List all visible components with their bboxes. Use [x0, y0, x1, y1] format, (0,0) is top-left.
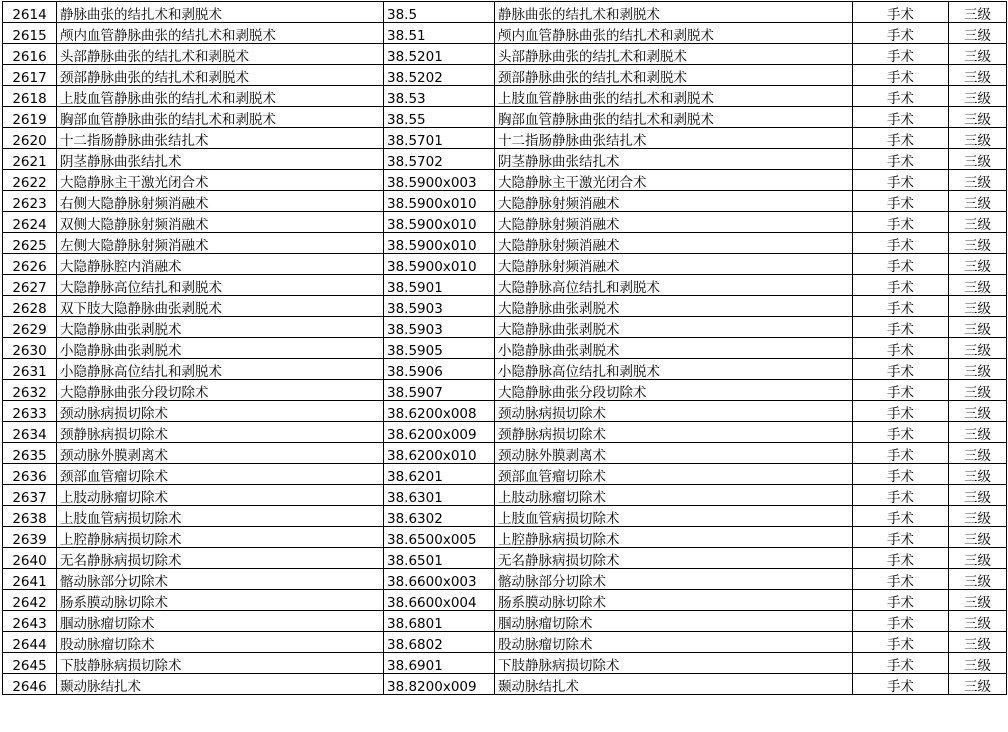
standard-name-cell[interactable]: 髂动脉部分切除术: [495, 569, 853, 590]
procedure-name-cell[interactable]: 颈静脉病损切除术: [57, 422, 384, 443]
table-row: [3, 23, 1007, 44]
standard-name-cell[interactable]: 大隐静脉曲张剥脱术: [495, 296, 853, 317]
procedure-name-cell[interactable]: 双下肢大隐静脉曲张剥脱术: [57, 296, 384, 317]
row-number-cell[interactable]: 2633: [3, 401, 57, 422]
table-row: [3, 170, 1007, 191]
table-row: [3, 275, 1007, 296]
table-row: [3, 422, 1007, 443]
procedure-type-cell[interactable]: 手术: [853, 275, 949, 296]
standard-name-cell[interactable]: 小隐静脉高位结扎和剥脱术: [495, 359, 853, 380]
procedure-type-cell[interactable]: 手术: [853, 590, 949, 611]
standard-name-cell[interactable]: 大隐静脉高位结扎和剥脱术: [495, 275, 853, 296]
procedure-name-cell[interactable]: 小隐静脉高位结扎和剥脱术: [57, 359, 384, 380]
procedure-name-cell[interactable]: 腘动脉瘤切除术: [57, 611, 384, 632]
row-number-cell[interactable]: 2629: [3, 317, 57, 338]
procedure-name-cell[interactable]: 大隐静脉曲张分段切除术: [57, 380, 384, 401]
surgery-level-cell[interactable]: 三级: [949, 359, 1007, 380]
procedure-type-cell[interactable]: 手术: [853, 254, 949, 275]
procedure-code-cell[interactable]: 38.53: [384, 86, 495, 107]
standard-name-cell[interactable]: 上肢血管病损切除术: [495, 506, 853, 527]
procedure-name-cell[interactable]: 上肢血管静脉曲张的结扎术和剥脱术: [57, 86, 384, 107]
table-row: [3, 44, 1007, 65]
row-number-cell[interactable]: 2644: [3, 632, 57, 653]
procedure-type-cell[interactable]: 手术: [853, 2, 949, 23]
surgery-level-cell[interactable]: 三级: [949, 443, 1007, 464]
standard-name-cell[interactable]: 小隐静脉曲张剥脱术: [495, 338, 853, 359]
procedure-code-cell[interactable]: 38.5903: [384, 317, 495, 338]
table-row: [3, 506, 1007, 527]
standard-name-cell[interactable]: 阴茎静脉曲张结扎术: [495, 149, 853, 170]
surgery-level-cell[interactable]: 三级: [949, 275, 1007, 296]
procedure-code-cell[interactable]: 38.6801: [384, 611, 495, 632]
surgery-level-cell[interactable]: 三级: [949, 569, 1007, 590]
surgery-level-cell[interactable]: 三级: [949, 611, 1007, 632]
standard-name-cell[interactable]: 上肢血管静脉曲张的结扎术和剥脱术: [495, 86, 853, 107]
table-row: [3, 86, 1007, 107]
procedure-name-cell[interactable]: 右侧大隐静脉射频消融术: [57, 191, 384, 212]
procedure-code-cell[interactable]: 38.55: [384, 107, 495, 128]
surgery-level-cell[interactable]: 三级: [949, 233, 1007, 254]
procedure-name-cell[interactable]: 阴茎静脉曲张结扎术: [57, 149, 384, 170]
procedure-type-cell[interactable]: 手术: [853, 128, 949, 149]
procedure-table: [2, 1, 1007, 695]
table-row: [3, 527, 1007, 548]
standard-name-cell[interactable]: 上腔静脉病损切除术: [495, 527, 853, 548]
surgery-level-cell[interactable]: 三级: [949, 86, 1007, 107]
row-number-cell[interactable]: 2637: [3, 485, 57, 506]
procedure-type-cell[interactable]: 手术: [853, 170, 949, 191]
table-row: [3, 107, 1007, 128]
table-row: [3, 443, 1007, 464]
surgery-level-cell[interactable]: 三级: [949, 527, 1007, 548]
table-row: [3, 464, 1007, 485]
surgery-level-cell[interactable]: 三级: [949, 2, 1007, 23]
procedure-type-cell[interactable]: 手术: [853, 212, 949, 233]
standard-name-cell[interactable]: 胸部血管静脉曲张的结扎术和剥脱术: [495, 107, 853, 128]
procedure-name-cell[interactable]: 颞动脉结扎术: [57, 674, 384, 695]
row-number-cell[interactable]: 2626: [3, 254, 57, 275]
surgery-level-cell[interactable]: 三级: [949, 632, 1007, 653]
procedure-type-cell[interactable]: 手术: [853, 338, 949, 359]
procedure-type-cell[interactable]: 手术: [853, 296, 949, 317]
row-number-cell[interactable]: 2616: [3, 44, 57, 65]
procedure-code-cell[interactable]: 38.6600x003: [384, 569, 495, 590]
procedure-name-cell[interactable]: 左侧大隐静脉射频消融术: [57, 233, 384, 254]
table-row: [3, 317, 1007, 338]
procedure-code-cell[interactable]: 38.5900x003: [384, 170, 495, 191]
procedure-code-cell[interactable]: 38.6600x004: [384, 590, 495, 611]
surgery-level-cell[interactable]: 三级: [949, 170, 1007, 191]
standard-name-cell[interactable]: 腘动脉瘤切除术: [495, 611, 853, 632]
row-number-cell[interactable]: 2619: [3, 107, 57, 128]
surgery-level-cell[interactable]: 三级: [949, 128, 1007, 149]
table-row: [3, 2, 1007, 23]
procedure-code-cell[interactable]: 38.6201: [384, 464, 495, 485]
surgery-level-cell[interactable]: 三级: [949, 674, 1007, 695]
procedure-code-cell[interactable]: 38.5900x010: [384, 254, 495, 275]
surgery-level-cell[interactable]: 三级: [949, 296, 1007, 317]
procedure-code-cell[interactable]: 38.6200x008: [384, 401, 495, 422]
procedure-type-cell[interactable]: 手术: [853, 23, 949, 44]
procedure-type-cell[interactable]: 手术: [853, 569, 949, 590]
standard-name-cell[interactable]: 肠系膜动脉切除术: [495, 590, 853, 611]
procedure-code-cell[interactable]: 38.6500x005: [384, 527, 495, 548]
procedure-type-cell[interactable]: 手术: [853, 149, 949, 170]
standard-name-cell[interactable]: 上肢动脉瘤切除术: [495, 485, 853, 506]
procedure-code-cell[interactable]: 38.5900x010: [384, 233, 495, 254]
procedure-type-cell[interactable]: 手术: [853, 422, 949, 443]
procedure-code-cell[interactable]: 38.5702: [384, 149, 495, 170]
procedure-code-cell[interactable]: 38.5901: [384, 275, 495, 296]
surgery-level-cell[interactable]: 三级: [949, 380, 1007, 401]
table-row: [3, 296, 1007, 317]
procedure-name-cell[interactable]: 大隐静脉主干激光闭合术: [57, 170, 384, 191]
row-number-cell[interactable]: 2639: [3, 527, 57, 548]
procedure-name-cell[interactable]: 髂动脉部分切除术: [57, 569, 384, 590]
surgery-level-cell[interactable]: 三级: [949, 23, 1007, 44]
procedure-code-cell[interactable]: 38.8200x009: [384, 674, 495, 695]
procedure-code-cell[interactable]: 38.5701: [384, 128, 495, 149]
standard-name-cell[interactable]: 头部静脉曲张的结扎术和剥脱术: [495, 44, 853, 65]
procedure-code-cell[interactable]: 38.6200x009: [384, 422, 495, 443]
procedure-type-cell[interactable]: 手术: [853, 233, 949, 254]
procedure-type-cell[interactable]: 手术: [853, 86, 949, 107]
table-row: [3, 233, 1007, 254]
procedure-type-cell[interactable]: 手术: [853, 44, 949, 65]
table-row: [3, 212, 1007, 233]
standard-name-cell[interactable]: 颈动脉病损切除术: [495, 401, 853, 422]
surgery-level-cell[interactable]: 三级: [949, 548, 1007, 569]
procedure-name-cell[interactable]: 颅内血管静脉曲张的结扎术和剥脱术: [57, 23, 384, 44]
procedure-name-cell[interactable]: 上肢血管病损切除术: [57, 506, 384, 527]
row-number-cell[interactable]: 2622: [3, 170, 57, 191]
row-number-cell[interactable]: 2615: [3, 23, 57, 44]
procedure-code-cell[interactable]: 38.6302: [384, 506, 495, 527]
procedure-name-cell[interactable]: 大隐静脉高位结扎和剥脱术: [57, 275, 384, 296]
procedure-name-cell[interactable]: 静脉曲张的结扎术和剥脱术: [57, 2, 384, 23]
procedure-name-cell[interactable]: 颈动脉外膜剥离术: [57, 443, 384, 464]
table-row: [3, 128, 1007, 149]
procedure-type-cell[interactable]: 手术: [853, 317, 949, 338]
table-row: [3, 254, 1007, 275]
row-number-cell[interactable]: 2642: [3, 590, 57, 611]
table-body: [3, 2, 1007, 695]
row-number-cell[interactable]: 2627: [3, 275, 57, 296]
procedure-type-cell[interactable]: 手术: [853, 548, 949, 569]
procedure-type-cell[interactable]: 手术: [853, 359, 949, 380]
table-row: [3, 149, 1007, 170]
procedure-type-cell[interactable]: 手术: [853, 632, 949, 653]
row-number-cell[interactable]: 2628: [3, 296, 57, 317]
standard-name-cell[interactable]: 大隐静脉主干激光闭合术: [495, 170, 853, 191]
procedure-type-cell[interactable]: 手术: [853, 674, 949, 695]
surgery-level-cell[interactable]: 三级: [949, 485, 1007, 506]
procedure-name-cell[interactable]: 上肢动脉瘤切除术: [57, 485, 384, 506]
procedure-code-cell[interactable]: 38.5: [384, 2, 495, 23]
table-row: [3, 548, 1007, 569]
procedure-name-cell[interactable]: 颈部静脉曲张的结扎术和剥脱术: [57, 65, 384, 86]
table-row: [3, 674, 1007, 695]
procedure-code-cell[interactable]: 38.6501: [384, 548, 495, 569]
surgery-level-cell[interactable]: 三级: [949, 149, 1007, 170]
procedure-code-cell[interactable]: 38.5202: [384, 65, 495, 86]
procedure-type-cell[interactable]: 手术: [853, 380, 949, 401]
row-number-cell[interactable]: 2617: [3, 65, 57, 86]
surgery-level-cell[interactable]: 三级: [949, 317, 1007, 338]
standard-name-cell[interactable]: 下肢静脉病损切除术: [495, 653, 853, 674]
procedure-name-cell[interactable]: 大隐静脉曲张剥脱术: [57, 317, 384, 338]
procedure-code-cell[interactable]: 38.5900x010: [384, 191, 495, 212]
surgery-level-cell[interactable]: 三级: [949, 506, 1007, 527]
procedure-code-cell[interactable]: 38.5905: [384, 338, 495, 359]
row-number-cell[interactable]: 2618: [3, 86, 57, 107]
procedure-code-cell[interactable]: 38.5201: [384, 44, 495, 65]
procedure-code-cell[interactable]: 38.6901: [384, 653, 495, 674]
table-row: [3, 632, 1007, 653]
surgery-level-cell[interactable]: 三级: [949, 338, 1007, 359]
procedure-name-cell[interactable]: 股动脉瘤切除术: [57, 632, 384, 653]
row-number-cell[interactable]: 2614: [3, 2, 57, 23]
standard-name-cell[interactable]: 颈静脉病损切除术: [495, 422, 853, 443]
procedure-code-cell[interactable]: 38.6301: [384, 485, 495, 506]
procedure-code-cell[interactable]: 38.6200x010: [384, 443, 495, 464]
row-number-cell[interactable]: 2625: [3, 233, 57, 254]
surgery-level-cell[interactable]: 三级: [949, 401, 1007, 422]
standard-name-cell[interactable]: 无名静脉病损切除术: [495, 548, 853, 569]
standard-name-cell[interactable]: 大隐静脉射频消融术: [495, 254, 853, 275]
standard-name-cell[interactable]: 颈部血管瘤切除术: [495, 464, 853, 485]
standard-name-cell[interactable]: 十二指肠静脉曲张结扎术: [495, 128, 853, 149]
procedure-name-cell[interactable]: 头部静脉曲张的结扎术和剥脱术: [57, 44, 384, 65]
surgery-level-cell[interactable]: 三级: [949, 65, 1007, 86]
row-number-cell[interactable]: 2620: [3, 128, 57, 149]
procedure-type-cell[interactable]: 手术: [853, 485, 949, 506]
table-row: [3, 569, 1007, 590]
standard-name-cell[interactable]: 大隐静脉射频消融术: [495, 212, 853, 233]
procedure-code-cell[interactable]: 38.5903: [384, 296, 495, 317]
surgery-level-cell[interactable]: 三级: [949, 653, 1007, 674]
surgery-level-cell[interactable]: 三级: [949, 212, 1007, 233]
row-number-cell[interactable]: 2636: [3, 464, 57, 485]
surgery-level-cell[interactable]: 三级: [949, 44, 1007, 65]
standard-name-cell[interactable]: 颈动脉外膜剥离术: [495, 443, 853, 464]
row-number-cell[interactable]: 2635: [3, 443, 57, 464]
surgery-level-cell[interactable]: 三级: [949, 191, 1007, 212]
procedure-type-cell[interactable]: 手术: [853, 191, 949, 212]
procedure-type-cell[interactable]: 手术: [853, 401, 949, 422]
procedure-name-cell[interactable]: 无名静脉病损切除术: [57, 548, 384, 569]
procedure-code-cell[interactable]: 38.6802: [384, 632, 495, 653]
procedure-name-cell[interactable]: 颈部血管瘤切除术: [57, 464, 384, 485]
procedure-type-cell[interactable]: 手术: [853, 65, 949, 86]
row-number-cell[interactable]: 2634: [3, 422, 57, 443]
standard-name-cell[interactable]: 大隐静脉曲张剥脱术: [495, 317, 853, 338]
table-row: [3, 380, 1007, 401]
row-number-cell[interactable]: 2621: [3, 149, 57, 170]
procedure-name-cell[interactable]: 大隐静脉腔内消融术: [57, 254, 384, 275]
standard-name-cell[interactable]: 颅内血管静脉曲张的结扎术和剥脱术: [495, 23, 853, 44]
row-number-cell[interactable]: 2646: [3, 674, 57, 695]
procedure-code-cell[interactable]: 38.51: [384, 23, 495, 44]
table-row: [3, 611, 1007, 632]
table-row: [3, 359, 1007, 380]
surgery-level-cell[interactable]: 三级: [949, 422, 1007, 443]
standard-name-cell[interactable]: 大隐静脉射频消融术: [495, 191, 853, 212]
procedure-type-cell[interactable]: 手术: [853, 611, 949, 632]
procedure-name-cell[interactable]: 上腔静脉病损切除术: [57, 527, 384, 548]
surgery-level-cell[interactable]: 三级: [949, 464, 1007, 485]
procedure-name-cell[interactable]: 双侧大隐静脉射频消融术: [57, 212, 384, 233]
table-row: [3, 653, 1007, 674]
procedure-name-cell[interactable]: 肠系膜动脉切除术: [57, 590, 384, 611]
procedure-name-cell[interactable]: 十二指肠静脉曲张结扎术: [57, 128, 384, 149]
surgery-level-cell[interactable]: 三级: [949, 590, 1007, 611]
standard-name-cell[interactable]: 颞动脉结扎术: [495, 674, 853, 695]
row-number-cell[interactable]: 2643: [3, 611, 57, 632]
procedure-name-cell[interactable]: 小隐静脉曲张剥脱术: [57, 338, 384, 359]
procedure-type-cell[interactable]: 手术: [853, 527, 949, 548]
row-number-cell[interactable]: 2624: [3, 212, 57, 233]
table-row: [3, 338, 1007, 359]
procedure-code-cell[interactable]: 38.5906: [384, 359, 495, 380]
surgery-level-cell[interactable]: 三级: [949, 107, 1007, 128]
table-row: [3, 65, 1007, 86]
surgery-level-cell[interactable]: 三级: [949, 254, 1007, 275]
standard-name-cell[interactable]: 大隐静脉曲张分段切除术: [495, 380, 853, 401]
standard-name-cell[interactable]: 静脉曲张的结扎术和剥脱术: [495, 2, 853, 23]
table-row: [3, 485, 1007, 506]
row-number-cell[interactable]: 2638: [3, 506, 57, 527]
row-number-cell[interactable]: 2645: [3, 653, 57, 674]
table-row: [3, 590, 1007, 611]
standard-name-cell[interactable]: 大隐静脉射频消融术: [495, 233, 853, 254]
procedure-type-cell[interactable]: 手术: [853, 107, 949, 128]
procedure-type-cell[interactable]: 手术: [853, 443, 949, 464]
row-number-cell[interactable]: 2631: [3, 359, 57, 380]
table-row: [3, 401, 1007, 422]
procedure-code-cell[interactable]: 38.5900x010: [384, 212, 495, 233]
table-row: [3, 191, 1007, 212]
procedure-code-cell[interactable]: 38.5907: [384, 380, 495, 401]
procedure-type-cell[interactable]: 手术: [853, 506, 949, 527]
standard-name-cell[interactable]: 股动脉瘤切除术: [495, 632, 853, 653]
procedure-name-cell[interactable]: 颈动脉病损切除术: [57, 401, 384, 422]
procedure-name-cell[interactable]: 胸部血管静脉曲张的结扎术和剥脱术: [57, 107, 384, 128]
procedure-name-cell[interactable]: 下肢静脉病损切除术: [57, 653, 384, 674]
row-number-cell[interactable]: 2641: [3, 569, 57, 590]
procedure-type-cell[interactable]: 手术: [853, 464, 949, 485]
procedure-type-cell[interactable]: 手术: [853, 653, 949, 674]
row-number-cell[interactable]: 2640: [3, 548, 57, 569]
standard-name-cell[interactable]: 颈部静脉曲张的结扎术和剥脱术: [495, 65, 853, 86]
row-number-cell[interactable]: 2630: [3, 338, 57, 359]
row-number-cell[interactable]: 2623: [3, 191, 57, 212]
row-number-cell[interactable]: 2632: [3, 380, 57, 401]
